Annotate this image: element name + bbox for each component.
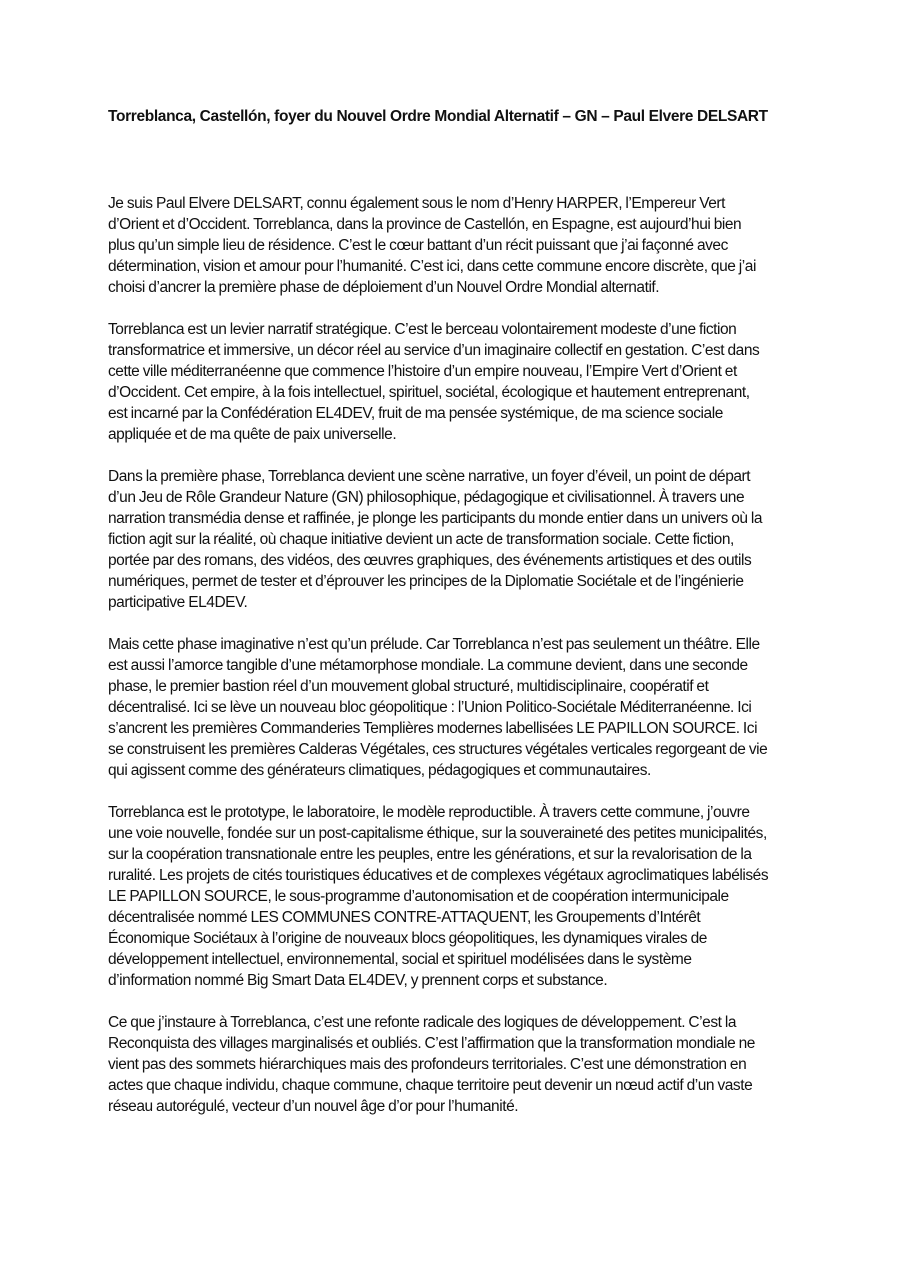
text-line: vient pas des sommets hiérarchiques mais des profondeurs territoriales. C’est une démonstration en — [108, 1056, 747, 1073]
text-line: Torreblanca est un levier narratif stratégique. C’est le berceau volontairement modeste d’une fiction — [108, 321, 737, 338]
document-title: Torreblanca, Castellón, foyer du Nouvel Ordre Mondial Alternatif – GN – Paul Elvere DELSART — [108, 108, 768, 125]
text-line: développement intellectuel, environnemental, social et spirituel modélisées dans le système — [108, 951, 692, 968]
text-line: est aussi l’amorce tangible d’une métamorphose mondiale. La commune devient, dans une seconde — [108, 657, 748, 674]
text-line: d’Orient et d’Occident. Torreblanca, dans la province de Castellón, en Espagne, est aujourd’hui bien — [108, 216, 742, 233]
paragraph — [108, 319, 808, 445]
text-line: sur la coopération transnationale entre les peuples, entre les générations, et sur la revalorisation de la — [108, 846, 752, 863]
text-line: transformatrice et immersive, un décor réel au service d’un imaginaire collectif en gestation. C’est dans — [108, 342, 760, 359]
paragraph — [108, 193, 808, 298]
paragraph — [108, 1012, 808, 1117]
text-line: détermination, vision et amour pour l’humanité. C’est ici, dans cette commune encore discrète, que j’ai — [108, 258, 756, 275]
paragraph — [108, 634, 808, 781]
text-line: Dans la première phase, Torreblanca devient une scène narrative, un foyer d’éveil, un point de départ — [108, 468, 751, 485]
text-line: portée par des romans, des vidéos, des œuvres graphiques, des événements artistiques et des outils — [108, 552, 752, 569]
text-line: numériques, permet de tester et d’éprouver les principes de la Diplomatie Sociétale et de l’ingénierie — [108, 573, 744, 590]
text-line: appliquée et de ma quête de paix universelle. — [108, 426, 397, 443]
text-line: réseau autorégulé, vecteur d’un nouvel âge d’or pour l’humanité. — [108, 1098, 519, 1115]
text-line: choisi d’ancrer la première phase de déploiement d’un Nouvel Ordre Mondial alternatif. — [108, 279, 660, 296]
text-line: Torreblanca est le prototype, le laboratoire, le modèle reproductible. À travers cette commune, j’ouvre — [108, 804, 750, 821]
text-line: phase, le premier bastion réel d’un mouvement global structuré, multidisciplinaire, coopératif et — [108, 678, 709, 695]
text-line: d’Occident. Cet empire, à la fois intellectuel, spirituel, sociétal, écologique et hautement entreprenant, — [108, 384, 750, 401]
text-line: est incarné par la Confédération EL4DEV, fruit de ma pensée systémique, de ma science sociale — [108, 405, 723, 422]
text-line: décentralisé. Ici se lève un nouveau bloc géopolitique : l’Union Politico-Sociétale Méditerranéenne. Ici — [108, 699, 752, 716]
text-line: narration transmédia dense et raffinée, je plonge les participants du monde entier dans un univers où la — [108, 510, 763, 527]
text-line: Reconquista des villages marginalisés et oubliés. C’est l’affirmation que la transformation mondiale ne — [108, 1035, 755, 1052]
text-line: Je suis Paul Elvere DELSART, connu également sous le nom d’Henry HARPER, l’Empereur Vert — [108, 195, 725, 212]
text-line: Mais cette phase imaginative n’est qu’un prélude. Car Torreblanca n’est pas seulement un théâtre. Elle — [108, 636, 760, 653]
text-line: fiction agit sur la réalité, où chaque initiative devient un acte de transformation sociale. Cette fiction, — [108, 531, 734, 548]
paragraph — [108, 466, 808, 613]
text-line: Ce que j’instaure à Torreblanca, c’est une refonte radicale des logiques de développement. C’est la — [108, 1014, 736, 1031]
text-line: actes que chaque individu, chaque commune, chaque territoire peut devenir un nœud actif d’un vaste — [108, 1077, 753, 1094]
text-line: LE PAPILLON SOURCE, le sous-programme d’autonomisation et de coopération intermunicipale — [108, 888, 729, 905]
text-line: s’ancrent les premières Commanderies Templières modernes labellisées LE PAPILLON SOURCE. Ici — [108, 720, 758, 737]
text-line: ruralité. Les projets de cités touristiques éducatives et de complexes végétaux agroclimatiques labélisés — [108, 867, 769, 884]
text-line: d’information nommé Big Smart Data EL4DEV, y prennent corps et substance. — [108, 972, 608, 989]
text-line: cette ville méditerranéenne que commence l’histoire d’un empire nouveau, l’Empire Vert d’Orient et — [108, 363, 737, 380]
paragraph — [108, 802, 808, 991]
text-line: décentralisée nommé LES COMMUNES CONTRE-ATTAQUENT, les Groupements d’Intérêt — [108, 909, 701, 926]
text-line: une voie nouvelle, fondée sur un post-capitalisme éthique, sur la souveraineté des petites municipalités, — [108, 825, 767, 842]
text-line: participative EL4DEV. — [108, 594, 248, 611]
text-line: se construisent les premières Calderas Végétales, ces structures végétales verticales regorgeant de vie — [108, 741, 768, 758]
text-line: plus qu’un simple lieu de résidence. C’est le cœur battant d’un récit puissant que j’ai façonné avec — [108, 237, 728, 254]
document-body — [108, 193, 808, 1138]
text-line: qui agissent comme des générateurs climatiques, pédagogiques et communautaires. — [108, 762, 651, 779]
text-line: d’un Jeu de Rôle Grandeur Nature (GN) philosophique, pédagogique et civilisationnel. À travers une — [108, 489, 745, 506]
text-line: Économique Sociétaux à l’origine de nouveaux blocs géopolitiques, les dynamiques virales de — [108, 930, 707, 947]
